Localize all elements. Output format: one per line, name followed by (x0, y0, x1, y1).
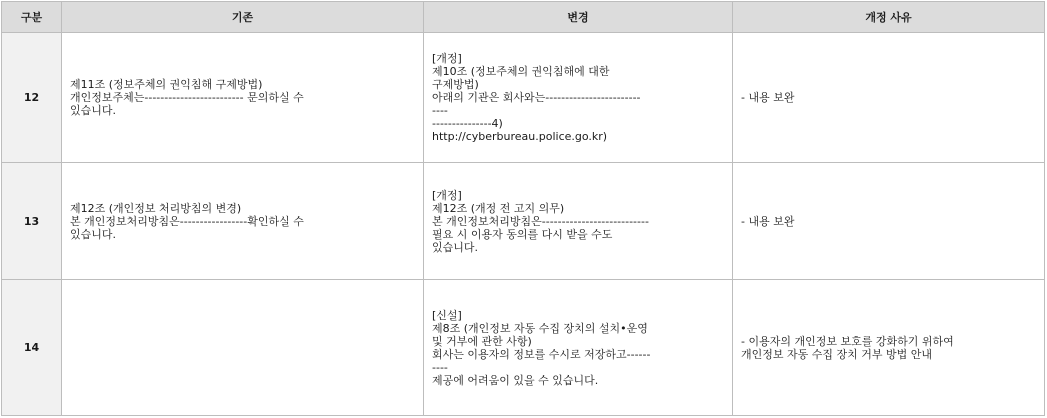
after-cell (424, 33, 733, 163)
header-after: 변경 (424, 2, 733, 33)
table-row (2, 163, 1045, 280)
before-cell (62, 163, 424, 280)
row-number: 14 (2, 280, 62, 416)
reason-cell (733, 163, 1045, 280)
header-no: 구분 (2, 2, 62, 33)
reason-cell (733, 33, 1045, 163)
after-cell (424, 163, 733, 280)
table-row (2, 33, 1045, 163)
reason-text: - 내용 보완 (741, 91, 795, 104)
header-reason: 개정 사유 (733, 2, 1045, 33)
row-number: 12 (2, 33, 62, 163)
reason-text: - 내용 보완 (741, 214, 795, 228)
before-cell (62, 33, 424, 163)
after-text: [개정] 제10조 (정보주체의 권익침해에 대한 구제방법) 아래의 기관은 회사와는------------------------ ---- ---------------4) http://cyberbureau.police.go.kr) (432, 52, 641, 143)
reason-text: - 이용자의 개인정보 보호를 강화하기 위하여 개인정보 자동 수집 장치 거부 방법 안내 (741, 334, 954, 361)
row-number: 13 (2, 163, 62, 280)
before-cell (62, 280, 424, 416)
reason-cell (733, 280, 1045, 416)
after-text: [신설] 제8조 (개인정보 자동 수집 장치의 설치•운영 및 거부에 관한 사항) 회사는 이용자의 정보를 수시로 저장하고------ ---- 제공에 어려움이 있을 수 있습니다. (432, 308, 651, 387)
after-text: [개정] 제12조 (개정 전 고지 의무) 본 개인정보처리방침은--------------------------- 필요 시 이용자 동의를 다시 받을 수도 있습니다. (432, 188, 649, 254)
revision-comparison-table (1, 1, 1045, 416)
table-row (2, 280, 1045, 416)
after-cell (424, 280, 733, 416)
header-row (2, 2, 1045, 33)
before-text: 제11조 (정보주체의 권익침해 구제방법) 개인정보주체는------------------------- 문의하실 수 있습니다. (70, 78, 304, 117)
header-before: 기존 (62, 2, 424, 33)
before-text: 제12조 (개인정보 처리방침의 변경) 본 개인정보처리방침은-----------------확인하실 수 있습니다. (70, 201, 304, 241)
